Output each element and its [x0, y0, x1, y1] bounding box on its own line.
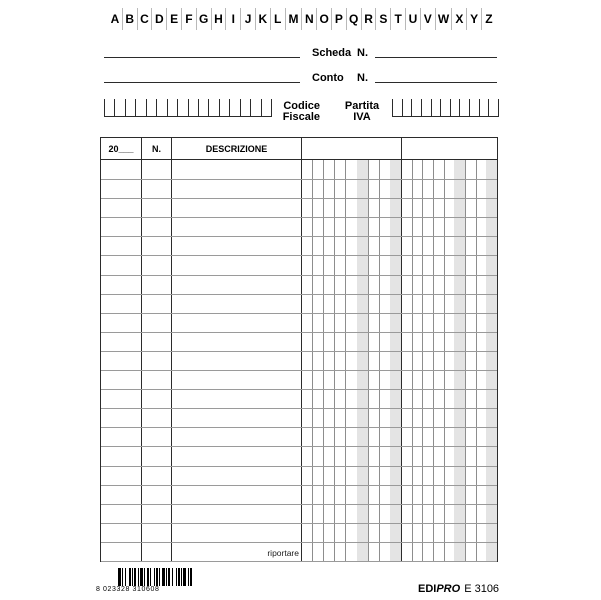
amount-digit-divider	[444, 160, 445, 561]
comb-cell[interactable]	[125, 99, 135, 116]
table-row[interactable]	[101, 275, 497, 276]
conto-write-line-right	[375, 82, 497, 83]
alphabet-tab-x[interactable]: X	[451, 8, 466, 30]
alphabet-tab-t[interactable]: T	[390, 8, 405, 30]
comb-cell[interactable]	[114, 99, 124, 116]
alphabet-tab-v[interactable]: V	[420, 8, 435, 30]
amount-digit-divider	[476, 160, 477, 561]
amount-digit-divider	[334, 160, 335, 561]
amount-shaded-column	[357, 160, 368, 561]
amount-digit-divider	[412, 160, 413, 561]
comb-cell[interactable]	[229, 99, 239, 116]
scheda-label: Scheda	[312, 47, 352, 59]
comb-cell[interactable]	[261, 99, 271, 116]
comb-cell[interactable]	[450, 99, 460, 116]
alphabet-tab-i[interactable]: I	[225, 8, 240, 30]
comb-cell[interactable]	[250, 99, 260, 116]
table-row[interactable]	[101, 332, 497, 333]
alphabet-tab-a[interactable]: A	[110, 12, 120, 26]
scheda-write-line-left	[104, 57, 300, 58]
alphabet-tab-w[interactable]: W	[435, 8, 452, 30]
comb-cell[interactable]	[146, 99, 156, 116]
comb-cell[interactable]	[135, 99, 145, 116]
comb-cell[interactable]	[167, 99, 177, 116]
amount-digit-divider	[422, 160, 423, 561]
alphabet-tab-y[interactable]: Y	[466, 8, 481, 30]
table-row[interactable]	[101, 504, 497, 505]
scheda-write-line-right	[375, 57, 497, 58]
table-row[interactable]	[101, 351, 497, 352]
conto-number-label: N.	[357, 72, 368, 84]
table-row[interactable]	[101, 179, 497, 180]
alphabet-tab-c[interactable]: C	[137, 8, 152, 30]
alphabet-tab-z[interactable]: Z	[481, 8, 496, 30]
column-header-year: 20___	[108, 144, 134, 154]
table-row[interactable]	[101, 313, 497, 314]
ledger-table	[100, 137, 498, 562]
column-header-number: N.	[141, 138, 171, 160]
barcode-bar	[192, 568, 193, 586]
table-row[interactable]	[101, 370, 497, 371]
table-row[interactable]	[101, 294, 497, 295]
column-divider	[401, 160, 402, 561]
alphabet-tab-d[interactable]: D	[151, 8, 166, 30]
comb-cell[interactable]	[469, 99, 479, 116]
alphabet-tab-j[interactable]: J	[240, 8, 255, 30]
alphabet-tab-q[interactable]: Q	[346, 8, 361, 30]
comb-cell[interactable]	[105, 99, 114, 116]
table-row[interactable]	[101, 466, 497, 467]
column-divider	[301, 160, 302, 561]
table-row[interactable]	[101, 236, 497, 237]
partita-iva-label-line2: IVA	[353, 111, 371, 123]
table-row[interactable]	[101, 427, 497, 428]
table-row[interactable]	[101, 217, 497, 218]
alphabet-tab-p[interactable]: P	[331, 8, 346, 30]
partita-iva-boxes[interactable]	[392, 99, 499, 117]
amount-digit-divider	[433, 160, 434, 561]
table-row[interactable]	[101, 198, 497, 199]
brand-edi: EDI	[418, 583, 437, 595]
comb-cell[interactable]	[188, 99, 198, 116]
comb-cell[interactable]	[208, 99, 218, 116]
amount-shaded-column	[390, 160, 401, 561]
alphabet-tab-f[interactable]: F	[181, 8, 196, 30]
column-header-amount-right	[401, 138, 498, 160]
alphabet-tab-o[interactable]: O	[316, 8, 331, 30]
comb-cell[interactable]	[198, 99, 208, 116]
comb-cell[interactable]	[411, 99, 421, 116]
comb-cell[interactable]	[219, 99, 229, 116]
conto-label: Conto	[312, 72, 344, 84]
alphabet-tab-m[interactable]: M	[285, 8, 302, 30]
comb-cell[interactable]	[440, 99, 450, 116]
comb-cell[interactable]	[431, 99, 441, 116]
comb-cell[interactable]	[402, 99, 412, 116]
comb-cell[interactable]	[156, 99, 166, 116]
alphabet-tab-s[interactable]: S	[375, 8, 390, 30]
amount-shaded-column	[486, 160, 497, 561]
column-divider	[171, 160, 172, 561]
column-header-amount-left	[301, 138, 401, 160]
barcode-digits: 8 023328 310608	[96, 586, 160, 593]
table-row[interactable]	[101, 542, 497, 543]
riportare-label: riportare	[267, 548, 299, 558]
amount-digit-divider	[312, 160, 313, 561]
barcode-bars	[118, 568, 198, 586]
comb-cell[interactable]	[479, 99, 489, 116]
table-row[interactable]	[101, 561, 497, 562]
amount-digit-divider	[368, 160, 369, 561]
scheda-number-label: N.	[357, 47, 368, 59]
amount-digit-divider	[379, 160, 380, 561]
codice-fiscale-boxes[interactable]	[104, 99, 272, 117]
table-row[interactable]	[101, 446, 497, 447]
amount-digit-divider	[323, 160, 324, 561]
alphabet-tab-g[interactable]: G	[196, 8, 211, 30]
amount-shaded-column	[454, 160, 465, 561]
alphabet-tab-k[interactable]: K	[255, 8, 270, 30]
comb-cell[interactable]	[393, 99, 402, 116]
ledger-header-row	[101, 138, 497, 160]
conto-write-line-left	[104, 82, 300, 83]
comb-cell[interactable]	[421, 99, 431, 116]
amount-digit-divider	[465, 160, 466, 561]
brand-pro: PRO	[436, 583, 461, 595]
alphabet-tab-u[interactable]: U	[405, 8, 420, 30]
table-row[interactable]	[101, 389, 497, 390]
table-row[interactable]	[101, 255, 497, 256]
amount-digit-divider	[345, 160, 346, 561]
alphabet-tab-r[interactable]: R	[361, 8, 376, 30]
alphabet-tab-e[interactable]: E	[166, 8, 181, 30]
product-code: E 3106	[464, 583, 500, 595]
codice-fiscale-label	[272, 101, 320, 123]
alphabet-tab-n[interactable]: N	[301, 8, 316, 30]
alphabet-tab-l[interactable]: L	[270, 8, 285, 30]
alphabet-index	[108, 8, 496, 30]
comb-cell[interactable]	[459, 99, 469, 116]
alphabet-tab-h[interactable]: H	[211, 8, 226, 30]
column-divider	[141, 160, 142, 561]
alphabet-tab-b[interactable]: B	[122, 8, 137, 30]
codice-fiscale-label-line2: Fiscale	[282, 111, 320, 123]
codice-fiscale-label-line1: Codice	[283, 100, 320, 112]
partita-iva-label	[336, 101, 388, 123]
comb-cell[interactable]	[177, 99, 187, 116]
column-header-description: DESCRIZIONE	[171, 138, 301, 160]
partita-iva-label-line1: Partita	[344, 100, 380, 112]
table-row[interactable]	[101, 485, 497, 486]
table-row[interactable]	[101, 523, 497, 524]
comb-cell[interactable]	[488, 99, 498, 116]
comb-cell[interactable]	[240, 99, 250, 116]
table-row[interactable]	[101, 408, 497, 409]
publisher-brand	[418, 583, 499, 595]
